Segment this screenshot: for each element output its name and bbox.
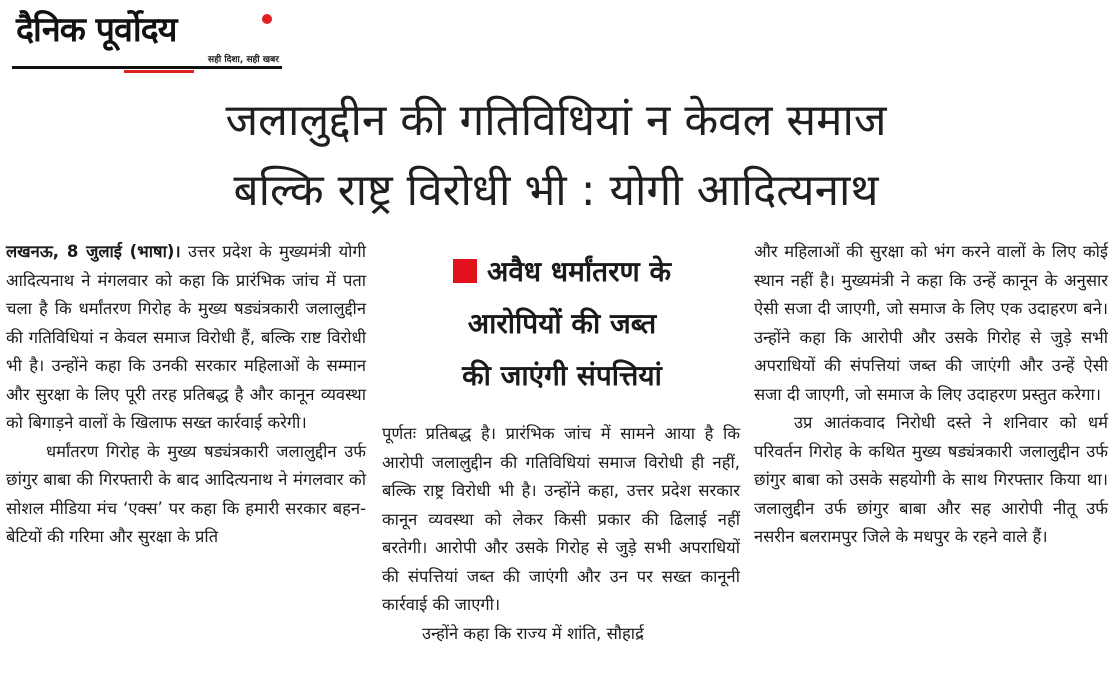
masthead-accent-rule [124, 70, 194, 73]
square-bullet-icon [453, 259, 477, 283]
article-text: उत्तर प्रदेश के मुख्यमंत्री योगी आदित्यनाथ ने मंगलवार को कहा कि प्रारंभिक जांच में पता चला है कि धर्मांतरण गिरोह के मुख्य षड्यंत्रकारी जलालुद्दीन की गतिविधियां न केवल समाज विरोधी हैं, बल्कि राष्ट विरोधी भी है। उन्होंने कहा कि उनकी सरकार महिलाओं के सम्मान और सुरक्षा के लिए पूरी तरह प्रतिबद्ध है और कानून व्यवस्था को बिगाड़ने वालों के खिलाफ सख्त कार्रवाई करेगी। [6, 242, 366, 432]
article-paragraph: उन्होंने कहा कि राज्य में शांति, सौहार्द्र [422, 623, 644, 643]
masthead-tagline: सही दिशा, सही खबर [208, 55, 279, 65]
subhead-line-2: आरोपियों की जब्त [467, 307, 657, 340]
masthead-name: दैनिक पूर्वोदय [16, 10, 177, 50]
article-paragraph: उप्र आतंकवाद निरोधी दस्ते ने शनिवार को धर्म परिवर्तन गिरोह के कथित मुख्य षड्यंत्रकारी जलालुद्दीन उर्फ छांगुर बाबा को उसके सहयोगी के साथ गिरफ्तार किया था। जलालुद्दीन उर्फ छांगुर बाबा और सह आरोपी नीतू उर्फ नसरीन बलरामपुर जिले के मधपुर के रहने वाले हैं। [754, 413, 1108, 546]
subhead-line-1-text: अवैध धर्मांतरण के [486, 255, 672, 288]
masthead-rule [12, 66, 282, 69]
subhead-line-3: की जाएंगी संपत्तियां [462, 359, 662, 392]
masthead [12, 8, 284, 72]
headline-line-1: जलालुद्दीन की गतिविधियां न केवल समाज [225, 95, 887, 146]
subhead-line-1 [388, 246, 736, 298]
dateline: लखनऊ, 8 जुलाई (भाषा)। [6, 242, 181, 261]
headline [30, 86, 1082, 226]
article-paragraph: और महिलाओं की सुरक्षा को भंग करने वालों के लिए कोई स्थान नहीं है। मुख्यमंत्री ने कहा कि उन्हें कानून के अनुसार ऐसी सजा दी जाएगी, जो समाज के लिए एक उदाहरण बने। उन्होंने कहा कि आरोपी और उसके गिरोह से जुड़े सभी अपराधियों की संपत्तियां जब्त की जाएंगी और उन्हें ऐसी सजा दी जाएगी, जो समाज के लिए उदाहरण प्रस्तुत करेगा। [754, 242, 1108, 404]
masthead-dot-icon [262, 14, 272, 24]
article-paragraph: धर्मांतरण गिरोह के मुख्य षड्यंत्रकारी जलालुद्दीन उर्फ छांगुर बाबा की गिरफ्तारी के बाद आदित्यनाथ ने मंगलवार को सोशल मीडिया मंच ‘एक्स’ पर कहा कि हमारी सरकार बहन-बेटियों की गरिमा और सुरक्षा के प्रति [6, 441, 366, 546]
article-paragraph [6, 238, 366, 438]
article-column-3 [754, 238, 1108, 552]
headline-line-2: बल्कि राष्ट्र विरोधी भी : योगी आदित्यनाथ [233, 165, 879, 216]
article-column-2 [382, 420, 740, 648]
subhead [388, 246, 736, 402]
article-paragraph: पूर्णतः प्रतिबद्ध है। प्रारंभिक जांच में सामने आया है कि आरोपी जलालुद्दीन की गतिविधियां समाज विरोधी ही नहीं, बल्कि राष्ट्र विरोधी भी है। उन्होंने कहा, उत्तर प्रदेश सरकार कानून व्यवस्था को लेकर किसी प्रकार की ढिलाई नहीं बरतेगी। आरोपी और उसके गिरोह से जुड़े सभी अपराधियों की संपत्तियां जब्त की जाएंगी और उन पर सख्त कानूनी कार्रवाई की जाएगी। [382, 424, 740, 614]
article-column-1 [6, 238, 366, 552]
